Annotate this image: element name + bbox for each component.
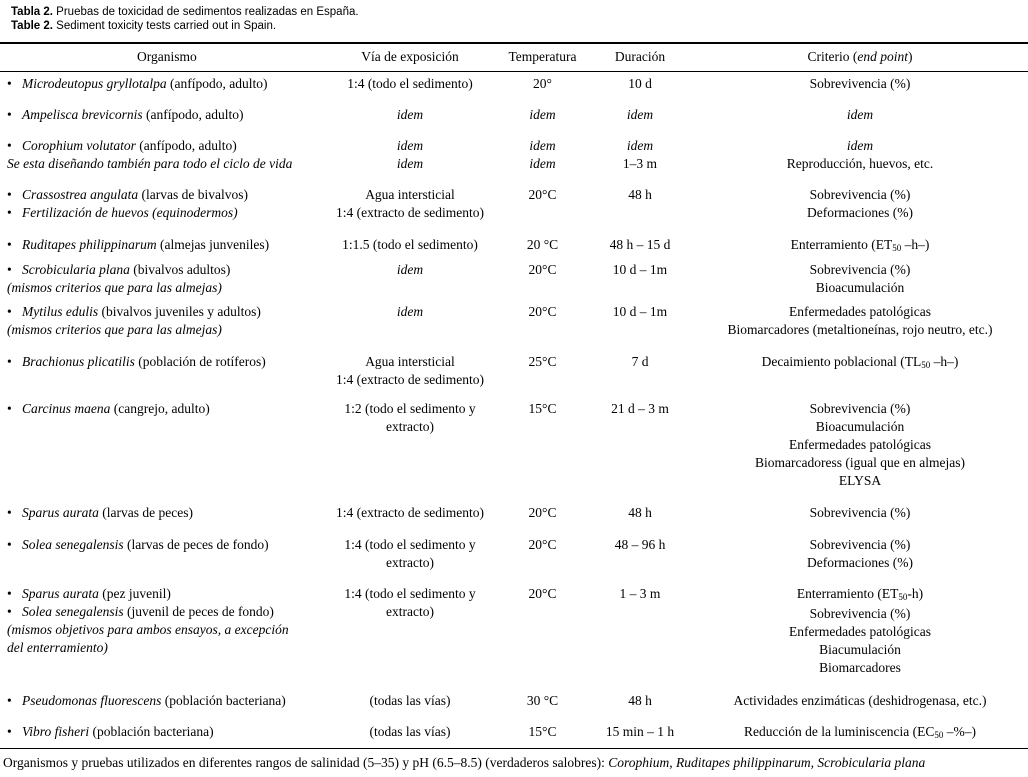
organism-cell: • Corophium volutator (anfípodo, adulto) xyxy=(7,138,237,153)
organism-note: (mismos objetivos para ambos ensayos, a excepción xyxy=(7,622,289,637)
temperature-cell: 15°C xyxy=(528,401,557,416)
temperature-cell: 20°C xyxy=(528,537,557,552)
exposure-cell: 1:4 (extracto de sedimento) xyxy=(335,372,485,387)
header-duracion: Duración xyxy=(614,49,666,64)
endpoint-cell: Deformaciones (%) xyxy=(806,205,914,220)
duration-cell: 48 h xyxy=(628,187,652,202)
exposure-cell: extracto) xyxy=(386,555,434,570)
endpoint-cell: Biomarcadoress (igual que en almejas) xyxy=(755,455,965,470)
caption-en: Table 2. Sediment toxicity tests carried out in Spain. xyxy=(11,20,277,32)
temperature-cell: 20°C xyxy=(528,262,557,277)
duration-cell: 48 – 96 h xyxy=(614,537,666,552)
organism-cell: • Solea senegalensis (juvenil de peces de fondo) xyxy=(7,604,274,619)
duration-cell: 1–3 m xyxy=(622,156,658,171)
duration-cell: 48 h xyxy=(628,693,652,708)
organism-cell: • Sparus aurata (pez juvenil) xyxy=(7,586,171,601)
organism-cell: • Vibro fisheri (población bacteriana) xyxy=(7,724,214,739)
exposure-cell: idem xyxy=(396,107,424,122)
endpoint-cell: Biomarcadores xyxy=(819,660,901,675)
temperature-cell: 25°C xyxy=(528,354,557,369)
header-organismo: Organismo xyxy=(137,49,197,64)
endpoint-cell: Sobrevivencia (%) xyxy=(809,606,911,621)
duration-cell: 10 d xyxy=(628,76,652,91)
header-rule xyxy=(0,71,1028,72)
endpoint-cell: Bioacumulación xyxy=(815,280,905,295)
organism-cell: • Fertilización de huevos (equinodermos) xyxy=(7,205,238,220)
organism-cell: • Brachionus plicatilis (población de rotíferos) xyxy=(7,354,266,369)
caption-es: Tabla 2. Pruebas de toxicidad de sedimentos realizadas en España. xyxy=(11,6,359,18)
duration-cell: idem xyxy=(626,107,654,122)
exposure-cell: 1:4 (extracto de sedimento) xyxy=(335,205,485,220)
exposure-cell: Agua intersticial xyxy=(365,354,455,369)
endpoint-cell: ELYSA xyxy=(838,473,882,488)
organism-cell: • Pseudomonas fluorescens (población bacteriana) xyxy=(7,693,286,708)
endpoint-cell: Actividades enzimáticas (deshidrogenasa, etc.) xyxy=(733,693,987,708)
exposure-cell: Agua intersticial xyxy=(365,187,455,202)
endpoint-cell: Sobrevivencia (%) xyxy=(809,505,911,520)
duration-cell: 10 d – 1m xyxy=(612,304,668,319)
organism-note: (mismos criterios que para las almejas) xyxy=(7,280,222,295)
organism-cell: • Ampelisca brevicornis (anfípodo, adulto) xyxy=(7,107,244,122)
table-footnote: Organismos y pruebas utilizados en diferentes rangos de salinidad (5–35) y pH (6.5–8.5) (verdaderos salobres): Corophium, Ruditapes philippinarum, Scrobicularia plana xyxy=(3,755,926,770)
duration-cell: 1 – 3 m xyxy=(619,586,661,601)
exposure-cell: idem xyxy=(396,262,424,277)
temperature-cell: 20°C xyxy=(528,505,557,520)
exposure-cell: 1:2 (todo el sedimento y xyxy=(344,401,476,416)
endpoint-cell: Enterramiento $(ET_{50}-h)$ xyxy=(796,586,924,602)
header-temperatura: Temperatura xyxy=(508,49,577,64)
temperature-cell: 20° xyxy=(533,76,552,91)
endpoint-cell: Reproducción, huevos, etc. xyxy=(786,156,934,171)
endpoint-cell: Reducción de la luminiscencia ($EC_{50}$ –%–) xyxy=(743,724,977,740)
endpoint-cell: idem xyxy=(846,138,874,153)
organism-cell: • Ruditapes philippinarum (almejas junveniles) xyxy=(7,237,270,252)
duration-cell: 10 d – 1m xyxy=(612,262,668,277)
endpoint-cell: Enfermedades patológicas xyxy=(788,304,932,319)
endpoint-cell: Sobrevivencia (%) xyxy=(809,187,911,202)
organism-cell: • Microdeutopus gryllotalpa (anfípodo, adulto) xyxy=(7,76,268,91)
organism-cell: • Solea senegalensis (larvas de peces de fondo) xyxy=(7,537,269,552)
temperature-cell: 20°C xyxy=(528,187,557,202)
endpoint-cell: Biomarcadores (metaltioneínas, rojo neutro, etc.) xyxy=(727,322,993,337)
duration-cell: 15 min – 1 h xyxy=(605,724,675,739)
temperature-cell: 30 °C xyxy=(526,693,559,708)
endpoint-cell: Bioacumulación xyxy=(815,419,905,434)
temperature-cell: idem xyxy=(529,107,556,122)
duration-cell: 21 d – 3 m xyxy=(611,401,669,416)
organism-note: del enterramiento) xyxy=(7,640,108,655)
organism-note: Se esta diseñando también para todo el ciclo de vida xyxy=(7,156,293,171)
organism-cell: • Carcinus maena (cangrejo, adulto) xyxy=(7,401,210,416)
exposure-cell: 1:4 (todo el sedimento y xyxy=(344,537,476,552)
temperature-cell: idem xyxy=(529,138,556,153)
header-criterio: Criterio (end point) xyxy=(807,49,913,64)
organism-cell: • Scrobicularia plana (bivalvos adultos) xyxy=(7,262,231,277)
exposure-cell: (todas las vías) xyxy=(369,693,451,708)
organism-cell: • Mytilus edulis (bivalvos juveniles y adultos) xyxy=(7,304,261,319)
temperature-cell: 20°C xyxy=(528,304,557,319)
exposure-cell: idem xyxy=(396,138,424,153)
endpoint-cell: Biacumulación xyxy=(819,642,901,657)
organism-cell: • Crassostrea angulata (larvas de bivalvos) xyxy=(7,187,248,202)
table-caption xyxy=(11,5,359,33)
exposure-cell: (todas las vías) xyxy=(369,724,451,739)
exposure-cell: extracto) xyxy=(386,604,434,619)
endpoint-cell: idem xyxy=(846,107,874,122)
exposure-cell: 1:4 (extracto de sedimento) xyxy=(335,505,485,520)
endpoint-cell: Sobrevivencia (%) xyxy=(809,537,911,552)
exposure-cell: 1:4 (todo el sedimento y xyxy=(344,586,476,601)
exposure-cell: idem xyxy=(396,304,424,319)
duration-cell: idem xyxy=(626,138,654,153)
header-via: Vía de exposición xyxy=(361,49,459,64)
duration-cell: 7 d xyxy=(631,354,649,369)
temperature-cell: 15°C xyxy=(528,724,557,739)
bottom-rule xyxy=(0,748,1028,749)
duration-cell: 48 h – 15 d xyxy=(609,237,671,252)
exposure-cell: 1:4 (todo el sedimento) xyxy=(347,76,473,91)
top-rule xyxy=(0,42,1028,44)
endpoint-cell: Sobrevivencia (%) xyxy=(809,76,911,91)
duration-cell: 48 h xyxy=(628,505,652,520)
endpoint-cell: Sobrevivencia (%) xyxy=(809,401,911,416)
endpoint-cell: Deformaciones (%) xyxy=(806,555,914,570)
exposure-cell: 1:1.5 (todo el sedimento) xyxy=(342,237,478,252)
temperature-cell: 20°C xyxy=(528,586,557,601)
endpoint-cell: Decaimiento poblacional ($TL_{50}$ –h–) xyxy=(761,354,959,370)
endpoint-cell: Sobrevivencia (%) xyxy=(809,262,911,277)
organism-note: (mismos criterios que para las almejas) xyxy=(7,322,222,337)
temperature-cell: idem xyxy=(529,156,556,171)
endpoint-cell: Enfermedades patológicas xyxy=(788,624,932,639)
endpoint-cell: Enfermedades patológicas xyxy=(788,437,932,452)
organism-cell: • Sparus aurata (larvas de peces) xyxy=(7,505,193,520)
exposure-cell: extracto) xyxy=(386,419,434,434)
exposure-cell: idem xyxy=(396,156,424,171)
temperature-cell: 20 °C xyxy=(526,237,559,252)
endpoint-cell: Enterramiento ($ET_{50}$ –h–) xyxy=(790,237,930,253)
